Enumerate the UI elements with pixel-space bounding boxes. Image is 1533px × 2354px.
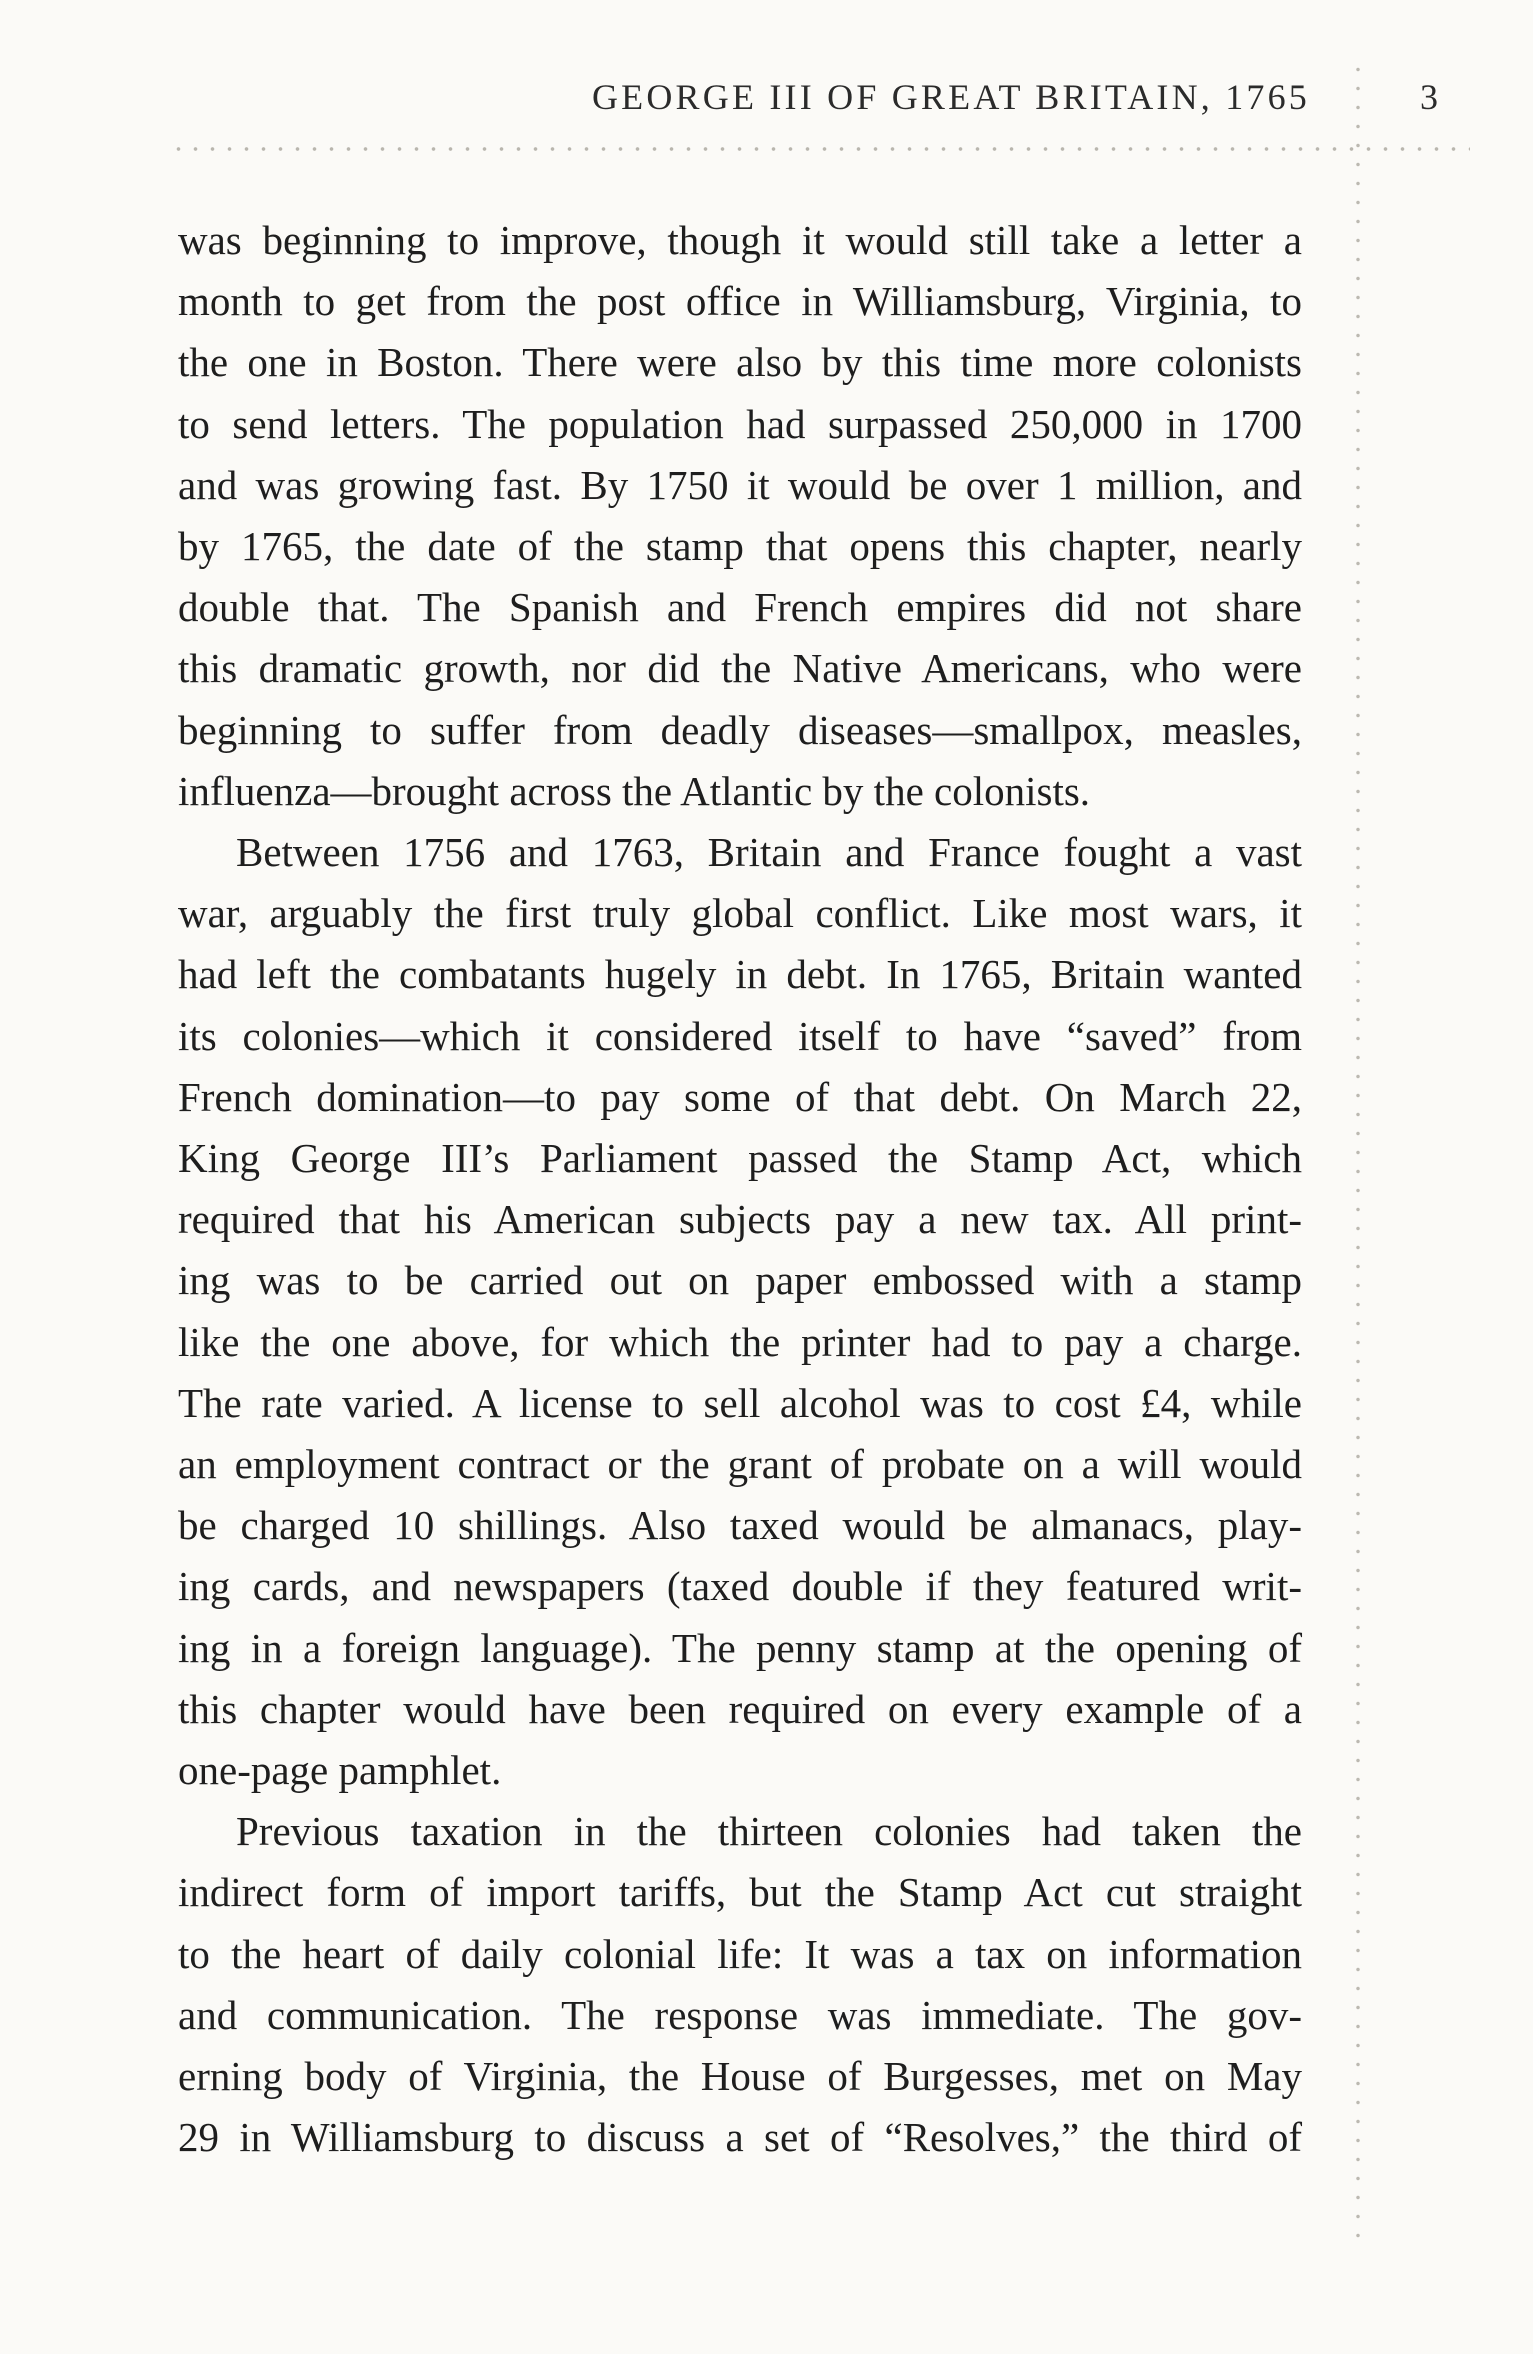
text-line: to send letters. The population had surpassed 250,000 in 1700 bbox=[178, 400, 1302, 447]
text-line: one-page pamphlet. bbox=[178, 1747, 502, 1794]
text-line: ing was to be carried out on paper embossed with a stamp bbox=[178, 1257, 1302, 1304]
text-line: beginning to suffer from deadly diseases—smallpox, measles, bbox=[178, 706, 1302, 753]
header-dotted-rule bbox=[170, 146, 1470, 152]
text-line: had left the combatants hugely in debt. In 1765, Britain wanted bbox=[178, 951, 1302, 998]
text-line: indirect form of import tariffs, but the Stamp Act cut straight bbox=[178, 1869, 1302, 1916]
text-line: French domination—to pay some of that debt. On March 22, bbox=[178, 1073, 1302, 1120]
text-line: The rate varied. A license to sell alcohol was to cost £4, while bbox=[178, 1379, 1302, 1426]
text-line: be charged 10 shillings. Also taxed would be almanacs, play- bbox=[178, 1502, 1302, 1549]
text-line: double that. The Spanish and French empires did not share bbox=[178, 584, 1302, 631]
text-line: and was growing fast. By 1750 it would be over 1 million, and bbox=[178, 461, 1302, 508]
text-line: 29 in Williamsburg to discuss a set of “Resolves,” the third of bbox=[178, 2114, 1302, 2161]
text-line: this dramatic growth, nor did the Native Americans, who were bbox=[178, 645, 1302, 692]
text-line: to the heart of daily colonial life: It was a tax on information bbox=[178, 1930, 1302, 1977]
text-line: its colonies—which it considered itself to have “saved” from bbox=[178, 1012, 1302, 1059]
text-line: required that his American subjects pay a new tax. All print- bbox=[178, 1196, 1302, 1243]
text-line: this chapter would have been required on every example of a bbox=[178, 1685, 1302, 1732]
text-line: Between 1756 and 1763, Britain and France fought a vast bbox=[236, 829, 1302, 876]
text-line: war, arguably the first truly global conflict. Like most wars, it bbox=[178, 890, 1302, 937]
paragraph-2 bbox=[178, 822, 1302, 1801]
text-line: was beginning to improve, though it would still take a letter a bbox=[178, 217, 1302, 263]
text-line: the one in Boston. There were also by this time more colonists bbox=[178, 339, 1302, 386]
paragraph-1 bbox=[178, 210, 1302, 822]
text-line: Previous taxation in the thirteen colonies had taken the bbox=[236, 1808, 1302, 1855]
text-line: ing in a foreign language). The penny stamp at the opening of bbox=[178, 1624, 1302, 1671]
text-line: King George III’s Parliament passed the Stamp Act, which bbox=[178, 1135, 1302, 1182]
text-line: influenza—brought across the Atlantic by the colonists. bbox=[178, 767, 1091, 814]
paragraph-3 bbox=[178, 1801, 1302, 2168]
text-line: erning body of Virginia, the House of Burgesses, met on May bbox=[178, 2053, 1302, 2100]
running-head: GEORGE III OF GREAT BRITAIN, 1765 bbox=[591, 77, 1310, 117]
page-number: 3 bbox=[1420, 77, 1438, 117]
body-text bbox=[178, 210, 1302, 2169]
text-line: and communication. The response was immediate. The gov- bbox=[178, 1991, 1302, 2038]
text-line: like the one above, for which the printer had to pay a charge. bbox=[178, 1318, 1302, 1365]
margin-dotted-rule bbox=[1355, 60, 1361, 2240]
text-line: month to get from the post office in Williamsburg, Virginia, to bbox=[178, 278, 1302, 325]
text-line: ing cards, and newspapers (taxed double if they featured writ- bbox=[178, 1563, 1302, 1610]
text-line: an employment contract or the grant of probate on a will would bbox=[178, 1441, 1302, 1488]
text-line: by 1765, the date of the stamp that opens this chapter, nearly bbox=[178, 523, 1302, 570]
